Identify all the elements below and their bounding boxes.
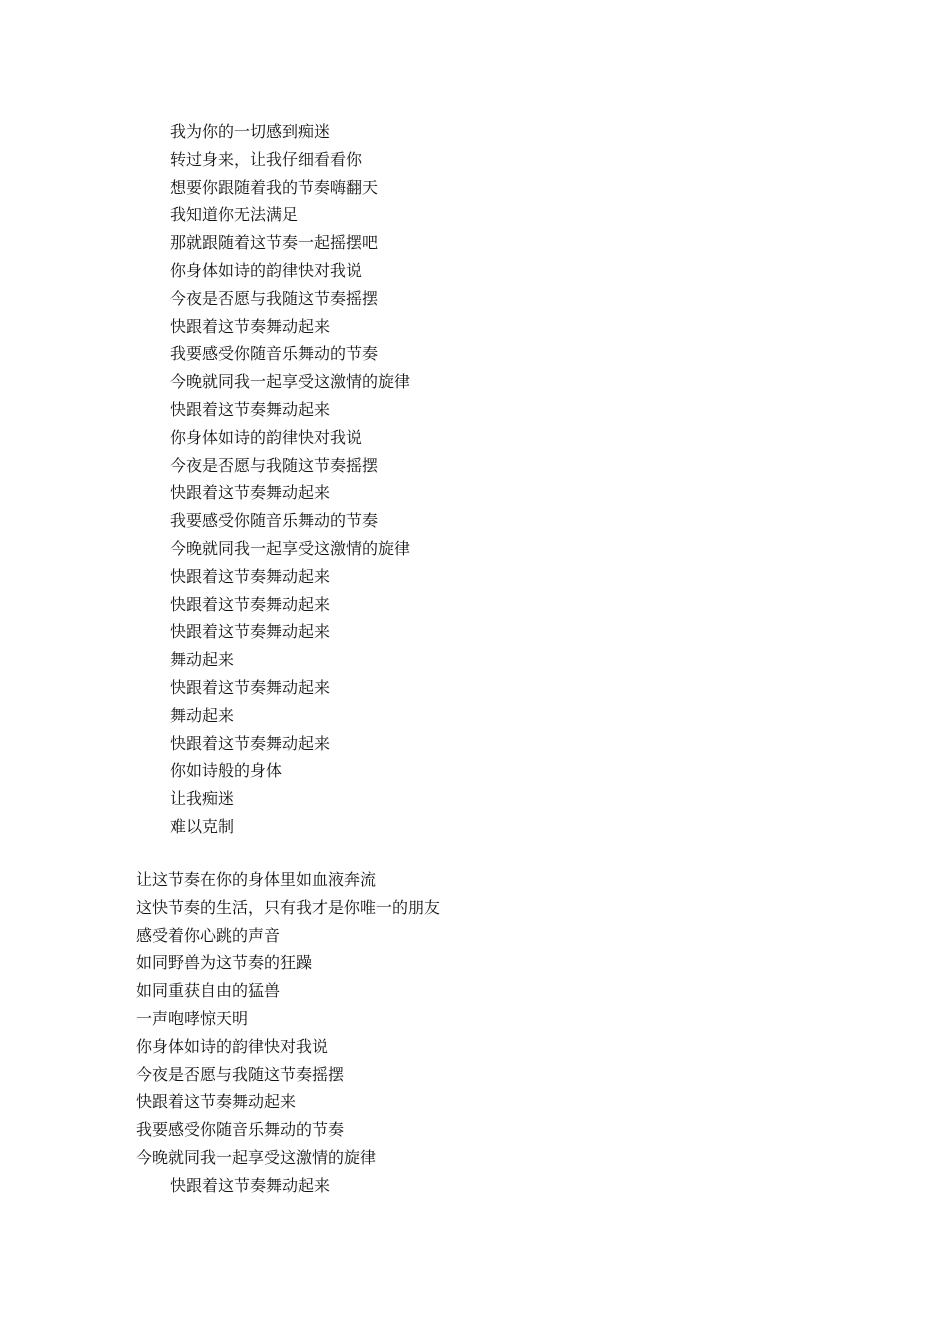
lyric-line: 快跟着这节奏舞动起来 <box>170 1175 331 1195</box>
lyric-line: 快跟着这节奏舞动起来 <box>170 399 331 419</box>
lyric-line: 今夜是否愿与我随这节奏摇摆 <box>136 1064 345 1084</box>
lyric-line: 你身体如诗的韵律快对我说 <box>170 260 363 280</box>
lyric-line: 快跟着这节奏舞动起来 <box>170 594 331 614</box>
lyric-line: 快跟着这节奏舞动起来 <box>170 622 331 642</box>
lyric-line: 这快节奏的生活，只有我才是你唯一的朋友 <box>136 897 441 917</box>
lyric-line: 转过身来，让我仔细看看你 <box>170 149 363 169</box>
lyric-line: 你身体如诗的韵律快对我说 <box>170 427 363 447</box>
lyric-line: 今夜是否愿与我随这节奏摇摆 <box>170 288 379 308</box>
lyric-line: 感受着你心跳的声音 <box>136 925 281 945</box>
lyric-line: 我要感受你随音乐舞动的节奏 <box>170 344 379 364</box>
lyric-line: 今晚就同我一起享受这激情的旋律 <box>170 372 411 392</box>
lyric-line: 我要感受你随音乐舞动的节奏 <box>170 511 379 531</box>
lyric-line: 如同野兽为这节奏的狂躁 <box>136 953 313 973</box>
lyric-line: 今晚就同我一起享受这激情的旋律 <box>170 538 411 558</box>
lyric-line: 一声咆哮惊天明 <box>136 1008 249 1028</box>
lyric-line: 快跟着这节奏舞动起来 <box>170 677 331 697</box>
lyric-line: 如同重获自由的猛兽 <box>136 981 281 1001</box>
lyric-line: 你如诗般的身体 <box>170 761 283 781</box>
lyric-line: 快跟着这节奏舞动起来 <box>170 733 331 753</box>
lyric-line: 让我痴迷 <box>170 789 235 809</box>
lyric-line: 快跟着这节奏舞动起来 <box>136 1092 297 1112</box>
lyric-line: 想要你跟随着我的节奏嗨翻天 <box>170 177 379 197</box>
lyric-line: 快跟着这节奏舞动起来 <box>170 483 331 503</box>
lyric-line: 让这节奏在你的身体里如血液奔流 <box>136 870 377 889</box>
lyric-line: 舞动起来 <box>170 705 235 725</box>
lyric-line: 今晚就同我一起享受这激情的旋律 <box>136 1147 377 1167</box>
lyrics-stanza-1 <box>0 118 950 841</box>
lyric-line: 我知道你无法满足 <box>170 205 299 225</box>
lyric-line: 我为你的一切感到痴迷 <box>170 122 331 141</box>
lyric-line: 你身体如诗的韵律快对我说 <box>136 1036 329 1056</box>
lyric-line: 快跟着这节奏舞动起来 <box>170 566 331 586</box>
lyric-line: 舞动起来 <box>170 650 235 670</box>
lyric-line: 快跟着这节奏舞动起来 <box>170 316 331 336</box>
lyrics-stanza-2 <box>0 866 950 1200</box>
lyric-line: 难以克制 <box>170 816 235 836</box>
lyric-line: 那就跟随着这节奏一起摇摆吧 <box>170 233 379 253</box>
lyric-line: 今夜是否愿与我随这节奏摇摆 <box>170 455 379 475</box>
lyric-line: 我要感受你随音乐舞动的节奏 <box>136 1120 345 1140</box>
